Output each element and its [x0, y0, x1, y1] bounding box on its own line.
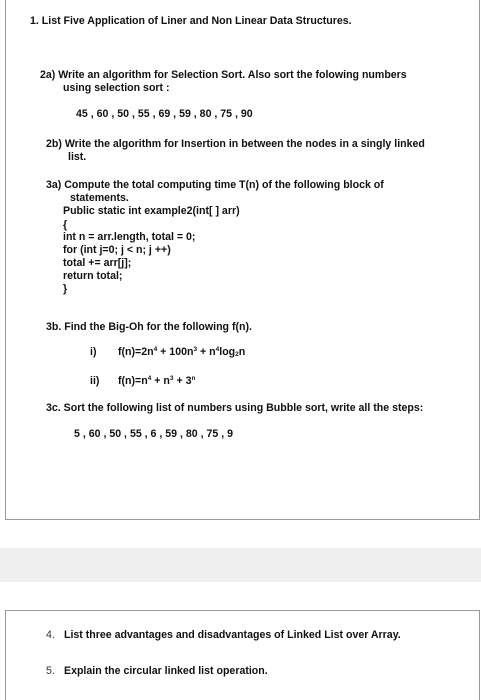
question-4-text: List three advantages and disadvantages of Linked List over Array. [64, 629, 401, 641]
code-line-6: return total; [63, 270, 123, 282]
question-2a-numbers: 45 , 60 , 50 , 55 , 69 , 59 , 80 , 75 , 90 [76, 108, 253, 120]
question-4-number: 4. [46, 629, 55, 641]
item-ii-label: ii) [90, 375, 100, 387]
code-line-2: { [63, 219, 68, 231]
item-i-label: i) [90, 346, 97, 358]
formula-f2: $f(n)=n^4 + n^3 + 3^n$ [118, 375, 196, 387]
question-3c-numbers: 5 , 60 , 50 , 55 , 6 , 59 , 80 , 75 , 9 [74, 428, 234, 440]
question-1: 1. List Five Application of Liner and Non Linear Data Structures. [30, 15, 352, 27]
question-card-2 [5, 610, 480, 700]
question-2a-line1: 2a) Write an algorithm for Selection Sort. Also sort the folowing numbers [40, 69, 407, 81]
code-line-1: Public static int example2(int[ ] arr) [63, 205, 240, 217]
question-3c-title: 3c. Sort the following list of numbers using Bubble sort, write all the steps: [46, 402, 424, 414]
code-line-7: } [63, 283, 68, 295]
question-5-number: 5. [46, 665, 55, 677]
question-2b-line2: list. [68, 151, 87, 163]
question-3a-line1: 3a) Compute the total computing time T(n) of the following block of [46, 179, 384, 191]
code-line-3: int n = arr.length, total = 0; [63, 231, 196, 243]
question-2a-line2: using selection sort : [63, 82, 170, 94]
question-5-text: Explain the circular linked list operation. [64, 665, 268, 677]
question-2b-line1: 2b) Write the algorithm for Insertion in between the nodes in a singly linked [46, 138, 425, 150]
question-3a-line2: statements. [70, 192, 129, 204]
code-line-4: for (int j=0; j < n; j ++) [63, 244, 171, 256]
question-3b-title: 3b. Find the Big-Oh for the following f(n). [46, 321, 252, 333]
code-line-5: total += arr[j]; [63, 257, 132, 269]
separator-band [0, 548, 481, 582]
formula-f1: $f(n)=2n^4 + 100n^3 + n^4\log_2n$ [118, 346, 246, 358]
